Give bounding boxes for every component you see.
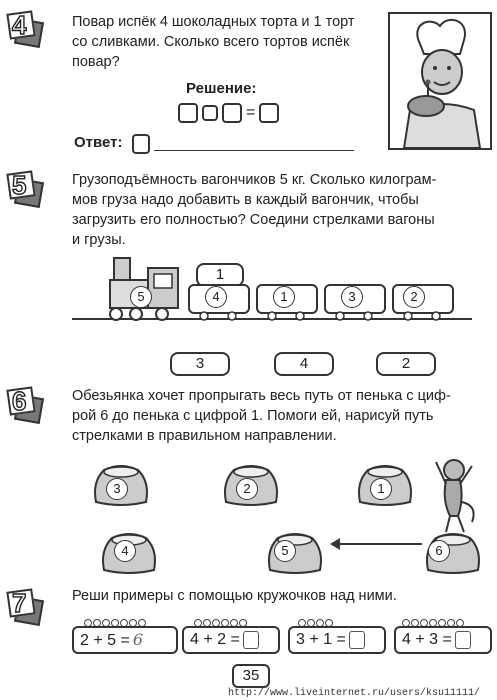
task-5-text: Грузоподъёмность вагончиков 5 кг. Сколько килограм- мов груза надо добавить в каждый вагончик, чтобы загрузить его полностью? Соедини стрелками вагоны и грузы. [72,172,437,248]
cargo[interactable]: 4 [274,352,334,376]
equals-sign: = [246,104,256,121]
task-5-badge: 5 [8,172,38,202]
wagon-label: 4 [205,286,227,308]
stump-label: 1 [370,478,392,500]
example [182,626,280,654]
answer-line[interactable] [154,150,354,151]
example-expression: 4 + 3 = [402,631,452,648]
answer-box[interactable] [132,134,150,154]
wagon-label: 2 [403,286,425,308]
example-expression: 3 + 1 = [296,631,346,648]
stump-label: 6 [428,540,450,562]
example-answer-box[interactable] [455,631,471,649]
counting-dots [402,614,465,622]
cargo[interactable]: 2 [376,352,436,376]
wagon-label: 1 [273,286,295,308]
monkey-illustration [432,456,480,536]
example [72,626,178,654]
result-box[interactable] [259,103,279,123]
stump-label: 2 [236,478,258,500]
footer-url[interactable]: http://www.liveinternet.ru/users/ksu11111/ [228,688,481,699]
task-7-text: Реши примеры с помощью кружочков над ними. [72,588,397,604]
example-answer-box[interactable] [243,631,259,649]
example-answer[interactable]: 6 [132,630,144,649]
cargo[interactable]: 3 [170,352,230,376]
counting-dots [84,614,147,622]
wagon-wheels [190,310,450,322]
example-expression: 2 + 5 = [80,632,130,649]
answer-label: Ответ: [74,134,123,151]
task-6-badge: 6 [8,388,38,418]
solution-box[interactable] [222,103,242,123]
solution-boxes [178,103,279,123]
task-4-badge: 4 [8,12,38,42]
page-number: 35 [232,664,270,688]
wagon-label: 3 [341,286,363,308]
example-expression: 4 + 2 = [190,631,240,648]
solution-label: Решение: [186,80,257,97]
chef-illustration [388,12,492,150]
locomotive-weight: 5 [130,286,152,308]
arrow-head-icon [330,538,340,550]
counting-dots [194,614,248,622]
task-6-text: Обезьянка хочет пропрыгать весь путь от пенька с циф- рой 6 до пенька с цифрой 1. Помоги ей, нарисуй путь стрелками в правильном направлении. [72,388,451,444]
solution-box[interactable] [178,103,198,123]
task-4-text: Повар испёк 4 шоколадных торта и 1 торт со сливками. Сколько всего тортов испёк повар? [72,14,355,70]
example-answer-box[interactable] [349,631,365,649]
counting-dots [298,614,334,622]
operator-box[interactable] [202,105,218,121]
stump-label: 5 [274,540,296,562]
example [288,626,386,654]
task-7-badge: 7 [8,590,38,620]
stump-label: 3 [106,478,128,500]
stump-label: 4 [114,540,136,562]
top-cargo[interactable]: 1 [196,263,244,287]
path-arrow [336,543,422,545]
example [394,626,492,654]
